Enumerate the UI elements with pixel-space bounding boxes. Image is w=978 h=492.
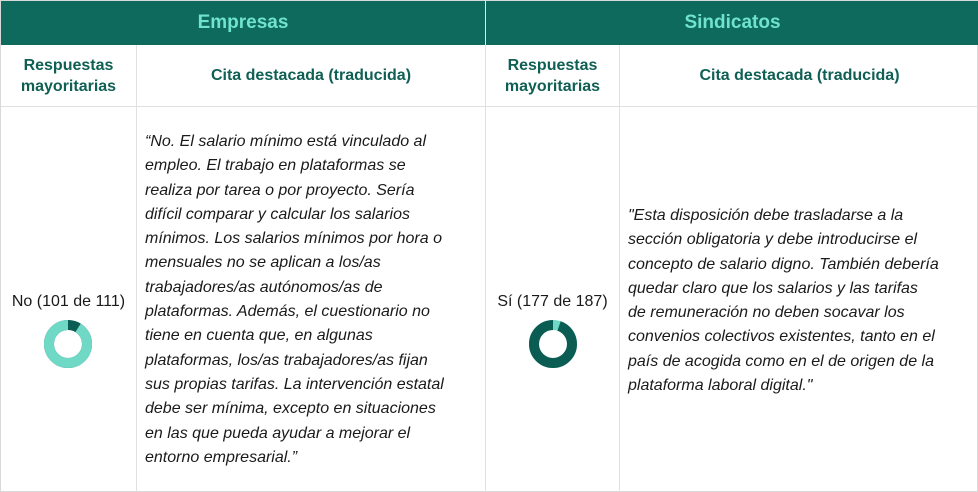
empresas-majority-slice: [49, 325, 87, 363]
col-header-quote-sindicatos: [620, 45, 978, 107]
col-header-responses-empresas: [1, 45, 137, 107]
empresas-donut-chart: [38, 314, 98, 374]
empresas-responses-cell: [1, 107, 137, 492]
col-header-quote-empresas: [137, 45, 486, 107]
sindicatos-majority-slice: [534, 325, 572, 363]
empresas-answer: No (101 de 111): [11, 293, 126, 310]
empresas-quote-cell: [137, 107, 486, 492]
group-header-empresas: Empresas: [1, 1, 486, 45]
sindicatos-donut-chart: [523, 314, 583, 374]
sindicatos-responses-cell: [486, 107, 620, 492]
col-header-quote-label: Cita destacada (traducida): [210, 67, 412, 84]
col-header-responses-label: Respuestas mayoritarias: [504, 56, 601, 95]
sindicatos-quote: "Esta disposición debe trasladarse a la sección obligatoria y debe introducirse el concepto de salario digno. También debería quedar claro que los salarios y las tarifas de remuneración no deben socavar los convenios colectivos existentes, tanto en el país de acogida como en el de origen de la plataforma laboral digital.": [628, 207, 939, 395]
sindicatos-quote-cell: [620, 107, 978, 492]
empresas-quote: “No. El salario mínimo está vinculado al empleo. El trabajo en plataformas se realiza por tarea o por proyecto. Sería difícil comparar y calcular los salarios mínimos. Los salarios mínimos por hora o mensuales no se aplican a los/as trabajadores/as autónomos/as de plataformas. Además, el cuestionario no tiene en cuenta que, en algunas plataformas, los/as trabajadores/as fijan sus propias tarifas. La intervención estatal debe ser mínima, excepto en situaciones en las que pueda ayudar a mejorar el entorno empresarial.”: [145, 133, 444, 466]
col-header-responses-sindicatos: [486, 45, 620, 107]
sindicatos-answer: Sí (177 de 187): [497, 293, 608, 310]
group-header-sindicatos: Sindicatos: [486, 1, 978, 45]
col-header-quote-label: Cita destacada (traducida): [699, 67, 900, 84]
col-header-responses-label: Respuestas mayoritarias: [20, 56, 117, 95]
